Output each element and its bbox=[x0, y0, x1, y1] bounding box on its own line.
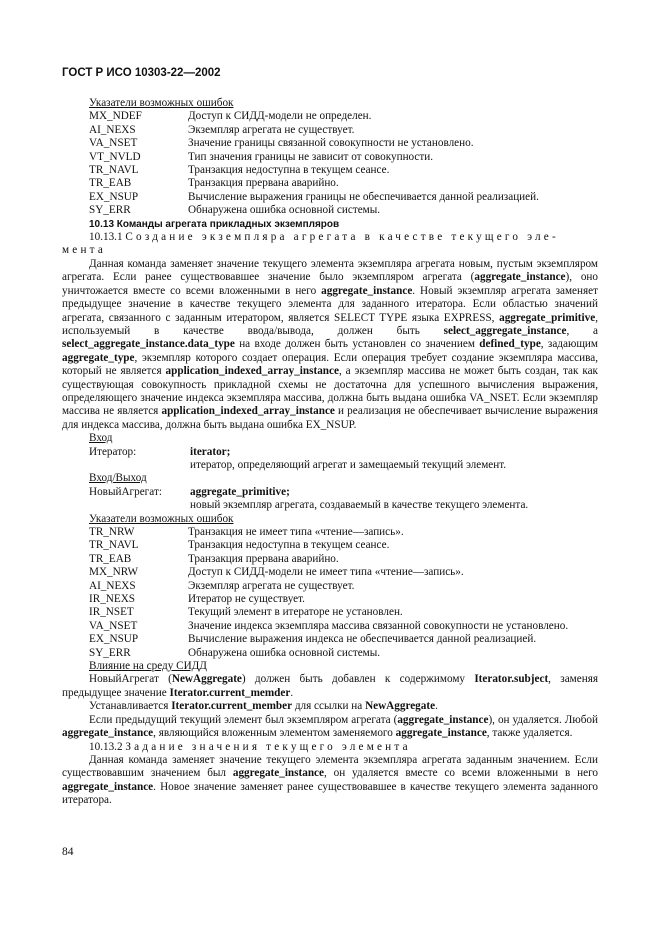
errors-title: Указатели возможных ошибок bbox=[89, 97, 234, 109]
error-text: Обнаружена ошибка основной системы. bbox=[188, 204, 381, 217]
error-row bbox=[89, 124, 598, 137]
error-code: SY_ERR bbox=[89, 204, 131, 217]
subsection-heading bbox=[62, 741, 598, 754]
error-code: AI_NEXS bbox=[89, 123, 136, 136]
error-code: IR_NSET bbox=[89, 606, 134, 619]
page-content bbox=[62, 97, 598, 808]
paragraph: НовыйАгрегат (NewAggregate) должен быть добавлен к содержимому Iterator.subject, заменяя предыдущее значение Iterator.current_memder. bbox=[62, 673, 598, 699]
error-row bbox=[89, 580, 598, 593]
error-code: TR_NRW bbox=[89, 526, 135, 538]
error-text: Экземпляр агрегата не существует. bbox=[188, 579, 355, 592]
inout-label: НовыйАгрегат: bbox=[89, 485, 162, 498]
error-text: Экземпляр агрегата не существует. bbox=[188, 123, 355, 136]
error-code: TR_NAVL bbox=[89, 539, 139, 552]
error-text: Вычисление выражения границы не обеспечивается данной реализацией. bbox=[188, 190, 539, 203]
paragraph: Данная команда заменяет значение текущего элемента экземпляра агрегата новым, пустым экземпляром агрегата. Если ранее существовавшее значение было экземпляром агрегата (aggregate_instance), оно уничтожается вместе со всеми вложенными в него aggregate_instance. Новый экземпляр агрегата заменяет предыдущее значение в качестве текущего элемента для заданного итератора. Если областью значений агрегата, связанного с заданным итератором, является SELECT TYPE языка EXPRESS, aggregate_primitive, используемый в качестве ввода/вывода, должен быть select_aggregate_instance, а select_aggregate_instance.data_type на входе должен быть установлен со значением defined_type, задающим aggregate_type, экземпляр которого создает операция. Если операция требует создание экземпляра массива, который не является application_indexed_array_instance, а экземпляр массива не может быть создан, так как существующая совокупность прикладной схемы не достаточна для успешного вычисления выражения, определяющего значение индекса экземпляра массива, должна быть выдана ошибка VA_NSET. Если экземпляр массива не является application_indexed_array_instance и реализация не обеспечивает вычисление выражения для индекса массива, должна быть выдана ошибка EX_NSUP. bbox=[62, 257, 598, 431]
error-row bbox=[89, 553, 598, 566]
error-row bbox=[89, 539, 598, 552]
error-code: AI_NEXS bbox=[89, 579, 136, 592]
error-row bbox=[89, 593, 598, 606]
error-code: TR_EAB bbox=[89, 552, 132, 565]
error-row bbox=[89, 204, 598, 217]
running-header: ГОСТ Р ИСО 10303-22—2002 bbox=[62, 67, 221, 79]
errors-block-1 bbox=[62, 97, 598, 218]
error-row bbox=[89, 177, 598, 190]
error-code: MX_NRW bbox=[89, 566, 139, 579]
error-list bbox=[89, 110, 598, 217]
paragraph: Устанавливается Iterator.current_member для ссылки на NewAggregate. bbox=[89, 700, 438, 713]
section-heading: 10.13 Команды агрегата прикладных экземпляров bbox=[89, 218, 340, 230]
inout-desc: новый экземпляр агрегата, создаваемый в качестве текущего элемента. bbox=[190, 499, 529, 512]
input-type: iterator; bbox=[190, 445, 231, 458]
error-row bbox=[89, 606, 598, 619]
input-label: Итератор: bbox=[89, 445, 137, 458]
error-text: Значение индекса экземпляра массива связанной совокупности не установлено. bbox=[188, 619, 569, 632]
errors-block-2 bbox=[62, 513, 598, 674]
error-row bbox=[89, 151, 598, 164]
error-code: TR_EAB bbox=[89, 177, 132, 190]
error-code: TR_NAVL bbox=[89, 164, 139, 177]
subsection-title-cont: мента bbox=[62, 244, 107, 257]
error-text: Транзакция недоступна в текущем сеансе. bbox=[188, 164, 390, 177]
error-row bbox=[89, 566, 598, 579]
page-number: 84 bbox=[62, 846, 74, 858]
paragraph: Данная команда заменяет значение текущего элемента экземпляра агрегата заданным значением. Если существовавшим значением был aggregate_instance, он удаляется вместе со всеми вложенными в него aggregate_instance. Новое значение заменяет ранее существовавшее в качестве текущего элемента заданного итератора. bbox=[62, 753, 598, 807]
error-text: Обнаружена ошибка основной системы. bbox=[188, 646, 381, 659]
inout-type: aggregate_primitive; bbox=[190, 485, 290, 498]
error-text: Значение границы связанной совокупности не установлено. bbox=[188, 137, 474, 150]
input-title: Вход bbox=[89, 432, 113, 445]
error-code: VA_NSET bbox=[89, 137, 138, 150]
error-row bbox=[89, 164, 598, 177]
subsection-title: Создание экземпляра агрегата в качестве текущего эле- bbox=[125, 231, 559, 244]
error-list bbox=[89, 526, 598, 660]
subsection-number: 10.13.1 bbox=[89, 231, 123, 244]
errors-title: Указатели возможных ошибок bbox=[89, 512, 234, 525]
error-text: Вычисление выражения индекса не обеспечивается данной реализацией. bbox=[188, 633, 537, 646]
error-code: MX_NDEF bbox=[89, 110, 142, 123]
input-desc: итератор, определяющий агрегат и замещаемый текущий элемент. bbox=[190, 458, 507, 471]
error-code: IR_NEXS bbox=[89, 593, 135, 606]
error-row bbox=[89, 137, 598, 150]
error-text: Транзакция не имеет типа «чтение—запись». bbox=[188, 526, 404, 538]
error-code: EX_NSUP bbox=[89, 633, 139, 646]
error-row bbox=[89, 191, 598, 204]
error-code: SY_ERR bbox=[89, 646, 131, 659]
error-row bbox=[89, 633, 598, 646]
paragraph: Если предыдущий текущий элемент был экземпляром агрегата (aggregate_instance), он удаляется. Любой aggregate_instance, являющийся вложенным элементом заменяемого aggregate_instance, также удаляется. bbox=[62, 713, 598, 740]
error-text: Транзакция прервана аварийно. bbox=[188, 177, 339, 190]
error-code: EX_NSUP bbox=[89, 190, 139, 203]
error-text: Доступ к СИДД-модели не определен. bbox=[188, 110, 372, 123]
subsection-title: Задание значения текущего элемента bbox=[125, 740, 411, 753]
subsection-heading bbox=[62, 231, 598, 244]
subsection-number: 10.13.2 bbox=[89, 740, 123, 753]
error-row bbox=[89, 526, 598, 539]
error-text: Доступ к СИДД-модели не имеет типа «чтение—запись». bbox=[188, 566, 464, 579]
error-row bbox=[89, 647, 598, 660]
error-row bbox=[89, 110, 598, 123]
error-text: Транзакция прервана аварийно. bbox=[188, 552, 339, 565]
input-block bbox=[62, 432, 598, 512]
error-row bbox=[89, 620, 598, 633]
error-text: Транзакция недоступна в текущем сеансе. bbox=[188, 539, 390, 552]
error-code: VT_NVLD bbox=[89, 150, 141, 163]
error-code: VA_NSET bbox=[89, 619, 138, 632]
effect-title: Влияние на среду СИДД bbox=[89, 660, 207, 673]
error-text: Итератор не существует. bbox=[188, 593, 305, 606]
inout-title: Вход/Выход bbox=[89, 472, 147, 485]
error-text: Тип значения границы не зависит от совокупности. bbox=[188, 150, 434, 163]
error-text: Текущий элемент в итераторе не установлен. bbox=[188, 606, 403, 619]
